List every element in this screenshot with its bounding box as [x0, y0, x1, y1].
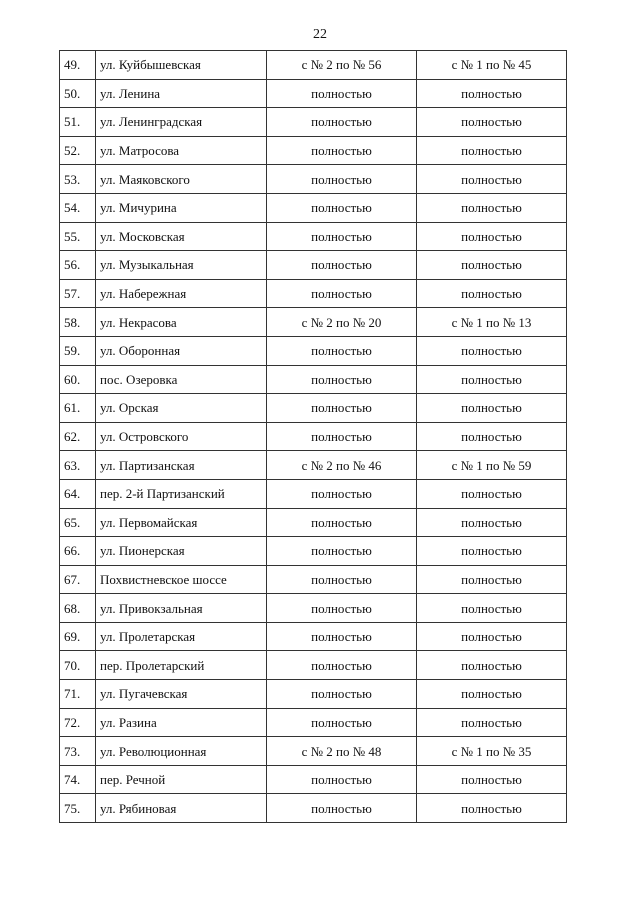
odd-houses-cell: полностью: [417, 765, 567, 794]
odd-houses-cell: полностью: [417, 222, 567, 251]
table-row: [60, 508, 567, 537]
street-name-cell: ул. Некрасова: [96, 308, 267, 337]
odd-houses-cell: полностью: [417, 394, 567, 423]
row-number-cell: 51.: [60, 108, 96, 137]
even-houses-cell: с № 2 по № 56: [267, 51, 417, 80]
table-row: [60, 651, 567, 680]
row-number-cell: 52.: [60, 136, 96, 165]
table-row: [60, 708, 567, 737]
odd-houses-cell: полностью: [417, 794, 567, 823]
even-houses-cell: полностью: [267, 193, 417, 222]
odd-houses-cell: полностью: [417, 165, 567, 194]
table-row: [60, 737, 567, 766]
row-number-cell: 70.: [60, 651, 96, 680]
odd-houses-cell: полностью: [417, 79, 567, 108]
even-houses-cell: полностью: [267, 537, 417, 566]
odd-houses-cell: полностью: [417, 479, 567, 508]
row-number-cell: 75.: [60, 794, 96, 823]
streets-table: [59, 50, 567, 823]
table-row: [60, 165, 567, 194]
odd-houses-cell: полностью: [417, 651, 567, 680]
street-name-cell: пер. 2-й Партизанский: [96, 479, 267, 508]
row-number-cell: 50.: [60, 79, 96, 108]
table-row: [60, 193, 567, 222]
even-houses-cell: полностью: [267, 251, 417, 280]
page-number: 22: [313, 27, 327, 42]
table-row: [60, 622, 567, 651]
street-name-cell: ул. Орская: [96, 394, 267, 423]
table-row: [60, 565, 567, 594]
row-number-cell: 58.: [60, 308, 96, 337]
odd-houses-cell: полностью: [417, 279, 567, 308]
row-number-cell: 68.: [60, 594, 96, 623]
row-number-cell: 60.: [60, 365, 96, 394]
street-name-cell: ул. Привокзальная: [96, 594, 267, 623]
odd-houses-cell: полностью: [417, 537, 567, 566]
table-row: [60, 765, 567, 794]
odd-houses-cell: полностью: [417, 193, 567, 222]
row-number-cell: 63.: [60, 451, 96, 480]
even-houses-cell: полностью: [267, 680, 417, 709]
even-houses-cell: полностью: [267, 708, 417, 737]
table-row: [60, 279, 567, 308]
odd-houses-cell: полностью: [417, 680, 567, 709]
street-name-cell: Похвистневское шоссе: [96, 565, 267, 594]
even-houses-cell: полностью: [267, 565, 417, 594]
table-row: [60, 365, 567, 394]
even-houses-cell: полностью: [267, 594, 417, 623]
table-row: [60, 394, 567, 423]
table-row: [60, 336, 567, 365]
table-row: [60, 251, 567, 280]
street-name-cell: пер. Пролетарский: [96, 651, 267, 680]
row-number-cell: 49.: [60, 51, 96, 80]
row-number-cell: 53.: [60, 165, 96, 194]
street-name-cell: ул. Первомайская: [96, 508, 267, 537]
street-name-cell: ул. Оборонная: [96, 336, 267, 365]
street-name-cell: ул. Мичурина: [96, 193, 267, 222]
street-name-cell: пос. Озеровка: [96, 365, 267, 394]
street-name-cell: ул. Набережная: [96, 279, 267, 308]
odd-houses-cell: с № 1 по № 59: [417, 451, 567, 480]
odd-houses-cell: полностью: [417, 365, 567, 394]
even-houses-cell: полностью: [267, 136, 417, 165]
row-number-cell: 57.: [60, 279, 96, 308]
even-houses-cell: полностью: [267, 651, 417, 680]
street-name-cell: пер. Речной: [96, 765, 267, 794]
street-name-cell: ул. Пролетарская: [96, 622, 267, 651]
table-row: [60, 680, 567, 709]
even-houses-cell: полностью: [267, 622, 417, 651]
table-row: [60, 451, 567, 480]
row-number-cell: 66.: [60, 537, 96, 566]
odd-houses-cell: полностью: [417, 422, 567, 451]
street-name-cell: ул. Маяковского: [96, 165, 267, 194]
street-name-cell: ул. Пионерская: [96, 537, 267, 566]
street-name-cell: ул. Партизанская: [96, 451, 267, 480]
row-number-cell: 59.: [60, 336, 96, 365]
street-name-cell: ул. Островского: [96, 422, 267, 451]
odd-houses-cell: с № 1 по № 35: [417, 737, 567, 766]
row-number-cell: 55.: [60, 222, 96, 251]
street-name-cell: ул. Рябиновая: [96, 794, 267, 823]
row-number-cell: 56.: [60, 251, 96, 280]
table-row: [60, 308, 567, 337]
street-name-cell: ул. Ленинградская: [96, 108, 267, 137]
even-houses-cell: полностью: [267, 365, 417, 394]
odd-houses-cell: полностью: [417, 508, 567, 537]
table-row: [60, 51, 567, 80]
odd-houses-cell: полностью: [417, 622, 567, 651]
even-houses-cell: с № 2 по № 20: [267, 308, 417, 337]
table-row: [60, 594, 567, 623]
even-houses-cell: полностью: [267, 394, 417, 423]
even-houses-cell: полностью: [267, 422, 417, 451]
streets-table-body: [60, 51, 567, 823]
table-row: [60, 794, 567, 823]
odd-houses-cell: с № 1 по № 45: [417, 51, 567, 80]
row-number-cell: 67.: [60, 565, 96, 594]
table-row: [60, 479, 567, 508]
table-row: [60, 422, 567, 451]
even-houses-cell: полностью: [267, 794, 417, 823]
table-row: [60, 136, 567, 165]
row-number-cell: 64.: [60, 479, 96, 508]
odd-houses-cell: полностью: [417, 565, 567, 594]
row-number-cell: 62.: [60, 422, 96, 451]
row-number-cell: 74.: [60, 765, 96, 794]
odd-houses-cell: полностью: [417, 136, 567, 165]
row-number-cell: 61.: [60, 394, 96, 423]
even-houses-cell: полностью: [267, 165, 417, 194]
odd-houses-cell: полностью: [417, 336, 567, 365]
odd-houses-cell: полностью: [417, 708, 567, 737]
odd-houses-cell: с № 1 по № 13: [417, 308, 567, 337]
table-row: [60, 222, 567, 251]
even-houses-cell: с № 2 по № 46: [267, 451, 417, 480]
street-name-cell: ул. Ленина: [96, 79, 267, 108]
table-row: [60, 108, 567, 137]
row-number-cell: 54.: [60, 193, 96, 222]
odd-houses-cell: полностью: [417, 594, 567, 623]
street-name-cell: ул. Музыкальная: [96, 251, 267, 280]
street-name-cell: ул. Пугачевская: [96, 680, 267, 709]
street-name-cell: ул. Разина: [96, 708, 267, 737]
even-houses-cell: полностью: [267, 79, 417, 108]
street-name-cell: ул. Матросова: [96, 136, 267, 165]
row-number-cell: 69.: [60, 622, 96, 651]
even-houses-cell: полностью: [267, 108, 417, 137]
even-houses-cell: полностью: [267, 508, 417, 537]
row-number-cell: 72.: [60, 708, 96, 737]
table-row: [60, 537, 567, 566]
even-houses-cell: полностью: [267, 479, 417, 508]
odd-houses-cell: полностью: [417, 108, 567, 137]
table-row: [60, 79, 567, 108]
street-name-cell: ул. Московская: [96, 222, 267, 251]
row-number-cell: 71.: [60, 680, 96, 709]
even-houses-cell: полностью: [267, 279, 417, 308]
row-number-cell: 73.: [60, 737, 96, 766]
even-houses-cell: полностью: [267, 222, 417, 251]
odd-houses-cell: полностью: [417, 251, 567, 280]
street-name-cell: ул. Куйбышевская: [96, 51, 267, 80]
row-number-cell: 65.: [60, 508, 96, 537]
even-houses-cell: с № 2 по № 48: [267, 737, 417, 766]
even-houses-cell: полностью: [267, 336, 417, 365]
street-name-cell: ул. Революционная: [96, 737, 267, 766]
even-houses-cell: полностью: [267, 765, 417, 794]
